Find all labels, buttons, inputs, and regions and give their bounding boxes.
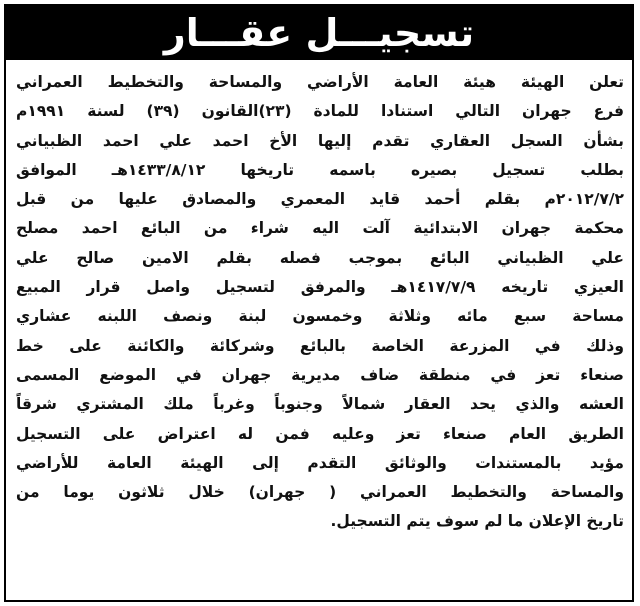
notice-line: علي الظبياني البائع بموجب فصله بقلم الامين صالح علي (16, 248, 624, 267)
notice-line: فرع جهران التالي استنادا للمادة (٢٣)القانون (٣٩) لسنة ١٩٩١م (16, 102, 624, 121)
notice-frame (4, 4, 634, 602)
notice-line: محكمة جهران الابتدائية آلت اليه شراء من البائع احمد مصلح (16, 219, 624, 238)
notice-line: الطريق العام صنعاء تعز وعليه فمن له اعتراض على التسجيل (16, 424, 624, 443)
notice-line: صنعاء تعز في منطقة ضاف مديرية جهران في الموضع المسمى (16, 365, 624, 384)
notice-line: ٢٠١٢/٧/٢م بقلم أحمد قايد المعمري والمصادق عليها من قبل (16, 190, 624, 209)
notice-header (6, 6, 632, 60)
notice-line: العشه والذي يحد العقار شمالاً وجنوباً وغرباً ملك المشتري شرقاً (16, 395, 624, 414)
notice-line: بطلب تسجيل بصيره باسمه تاريخها ١٤٣٣/٨/١٢هـ الموافق (16, 160, 624, 179)
notice-body (16, 68, 624, 594)
notice-line: مساحة سبع مائه وثلاثة وخمسون لبنة ونصف اللبنه عشاري (16, 307, 624, 326)
notice-line: تعلن الهيئة هيئة العامة الأراضي والمساحة والتخطيط العمراني (16, 73, 624, 91)
notice-line-last: تاريخ الإعلان ما لم سوف يتم التسجيل. (330, 512, 624, 531)
notice-line: وذلك في المزرعة الخاصة بالبائع وشركائة والكائنة على خط (16, 336, 624, 355)
notice-line: والمساحة والتخطيط العمراني ( جهران) خلال ثلاثون يوما من (16, 483, 624, 502)
notice-line: العيزي تاريخه ١٤١٧/٧/٩هـ والمرفق لتسجيل واصل قرار المبيع (16, 278, 624, 297)
notice-line: بشأن السجل العقاري تقدم إليها الأخ احمد علي احمد الظبياني (16, 131, 624, 150)
notice-title: تسجيـــل عقـــار (163, 11, 475, 55)
notice-line: مؤيد بالمستندات والوثائق التقدم إلى الهيئة العامة للأراضي (16, 453, 624, 472)
